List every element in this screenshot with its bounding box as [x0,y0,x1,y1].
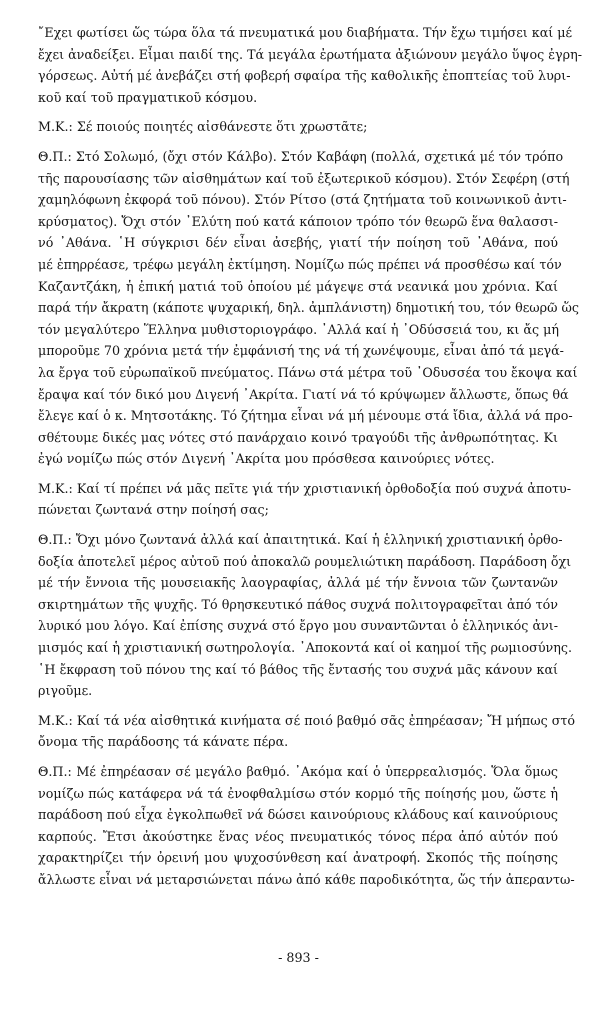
text-line: μποροῦμε 70 χρόνια μετά τήν ἐμφάνισή της νά τή χωνέψουμε, εἶναι ἀπό τά μεγά- [38,343,564,359]
paragraph-p2 [38,116,558,138]
text-line: λα ἔργα τοῦ εὐρωπαϊκοῦ πνεύματος. Πάνω στά μέτρα τοῦ ᾿Οδυσσέα του ἔκοψα καί [38,364,578,380]
text-line: ἐγώ νομίζω πώς στόν Διγενή ᾿Ακρίτα μου πρόσθεσα καινούριες νότες. [38,451,495,467]
text-line: νό ᾿Αθάνα. ῾Η σύγκρισι δέν εἶναι ἀσεβής, γιατί τήν ποίηση τοῦ ᾿Αθάνα, πού [38,235,558,251]
text-line: ἔχει ἀναδείξει. Εἶμαι παιδί της. Τά μεγάλα ἐρωτήματα ἀξιώνουν μεγάλο ὕψος ἐγρη- [38,46,582,62]
text-line: κοῦ καί τοῦ πραγματικοῦ κόσμου. [38,89,258,105]
paragraph-p7 [38,761,575,891]
text-line: γόρσεως. Αὐτή μέ ἀνεβάζει στή φοβερή σφαίρα τῆς καθολικῆς ἐποπτείας τοῦ λυρι- [38,68,571,84]
paragraph-p4 [38,478,571,521]
text-line: ὄνομα τῆς παράδοσης τά κάνατε πέρα. [38,734,289,750]
text-line: ἄλλωστε εἶναι νά μεταρσιώνεται πάνω ἀπό κάθε παροδικότητα, ὥς τήν ἀπεραντω- [38,871,575,887]
text-line: ἔλεγε καί ὁ κ. Μητσοτάκης. Τό ζήτημα εἶναι νά μή μένουμε στά ἴδια, ἀλλά νά προ- [38,408,573,424]
text-line: Μ.Κ.: Σέ ποιούς ποιητές αἰσθάνεστε ὅτι χρωστᾶτε; [38,119,368,135]
text-line: σθέτουμε δικές μας νότες στό πανάρχαιο κοινό τραγούδι τῆς ἀνθρωπότητας. Κι [38,429,558,445]
paragraph-p1 [38,22,582,108]
text-line: Θ.Π.: Στό Σολωμό, (ὄχι στόν Κάλβο). Στόν Καβάφη (πολλά, σχετικά μέ τόν τρόπο [38,148,564,164]
text-line: τόν μεγαλύτερο Ἕλληνα μυθιστοριογράφο. ᾿Αλλά καί ἡ ᾿Οδύσσειά του, κι ἄς μή [38,321,559,337]
text-line: μέ ἐπηρρέασε, τρέφω μεγάλη ἐκτίμηση. Νομίζω πώς πρέπει νά προσθέσω καί τόν [38,256,562,272]
text-line: ἔραψα καί τόν δικό μου Διγενή ᾿Ακρίτα. Γιατί νά τό κρύψωμεν ἄλλωστε, ὅπως θά [38,386,569,402]
text-line: Μ.Κ.: Καί τί πρέπει νά μᾶς πεῖτε γιά τήν χριστιανική ὀρθοδοξία πού συχνά ἀποτυ- [38,480,571,496]
text-line: μισμός καί ἡ χριστιανική σωτηρολογία. ᾿Αποκοντά καί οἱ καημοί τῆς ρωμιοσύνης. [38,640,573,656]
page-body [38,22,582,899]
text-line: κρύσματος). Ὄχι στόν ᾿Ελύτη πού κατά κάποιον τρόπο τόν θεωρῶ ἕνα θαλασσι- [38,213,558,229]
text-line: παράδοση πού εἶχα ἐγκολπωθεῖ νά δώσει καινούριους κλάδους καί καινούριους [38,807,558,823]
text-line: ῎Εχει φωτίσει ὥς τώρα ὅλα τά πνευματικά μου διαβήματα. Τήν ἔχω τιμήσει καί μέ [38,25,573,40]
text-line: ριγοῦμε. [38,683,93,699]
text-line: χαμηλόφωνη ἐκφορά τοῦ πόνου). Στόν Ρίτσο (στά ζητήματα τοῦ κοινωνικοῦ ἀντι- [38,192,567,208]
text-line: Μ.Κ.: Καί τά νέα αἰσθητικά κινήματα σέ ποιό βαθμό σᾶς ἐπηρέασαν; Ἤ μήπως στό [38,712,576,728]
text-line: λυρικό μου λόγο. Καί ἐπίσης συχνά στό ἔργο μου συναντῶνται ὁ ἑλληνικός ἀνι- [38,618,558,634]
text-line: Καζαντζάκη, ἡ ἐπική ματιά τοῦ ὁποίου μέ μάγεψε στά νεανικά μου χρόνια. Καί [38,278,558,294]
text-line: νομίζω πώς κατάφερα νά τά ἐνοφθαλμίσω στόν κορμό τῆς ποίησής μου, ὥστε ἡ [38,785,558,801]
text-line: ῾Η ἔκφραση τοῦ πόνου της καί τό βάθος τῆς ἔντασής του συχνά μᾶς κάνουν καί [38,661,558,677]
text-line: παρά τήν ἄκρατη (κάποτε ψυχαρική, δηλ. ἀμπλάνιστη) δημοτική του, τόν θεωρῶ ὥς [38,300,579,316]
text-line: χαρακτηρίζει τήν ὀρεινή μου ψυχοσύνθεση καί ἀνατροφή. Σκοπός τῆς ποίησης [38,850,558,866]
text-line: τῆς παρουσίασης τῶν αἰσθημάτων καί τοῦ ἐξωτερικοῦ κόσμου). Στόν Σεφέρη (στή [38,170,570,186]
text-line: καρπούς. Ἔτσι ἀκούστηκε ἕνας νέος πνευματικός τόνος πέρα ἀπό αὐτόν πού [38,828,558,844]
text-line: Θ.Π.: Μέ ἐπηρέασαν σέ μεγάλο βαθμό. ᾿Ακόμα καί ὁ ὑπερρεαλισμός. Ὅλα ὅμως [38,764,558,779]
page-number: - 893 - [278,950,319,965]
paragraph-p5 [38,529,573,702]
paragraph-p6 [38,710,576,753]
text-line: Θ.Π.: Ὄχι μόνο ζωντανά ἀλλά καί ἀπαιτητικά. Καί ἡ ἑλληνική χριστιανική ὀρθο- [38,532,563,548]
text-line: σκιρτημάτων τῆς ψυχῆς. Τό θρησκευτικό πάθος συχνά πολιτογραφεῖται ἀπό τόν [38,596,558,612]
paragraph-p3 [38,146,579,470]
text-line: δοξία ἀποτελεῖ μέρος αὐτοῦ πού ἀποκαλῶ ρουμελιώτικη παράδοση. Παράδοση ὄχι [38,553,572,569]
text-line: πώνεται ζωντανά στην ποίησή σας; [38,502,269,518]
text-line: μέ τήν ἔννοια τῆς μουσειακῆς λαογραφίας, ἀλλά μέ τήν ἔννοια τῶν ζωντανῶν [38,575,558,591]
